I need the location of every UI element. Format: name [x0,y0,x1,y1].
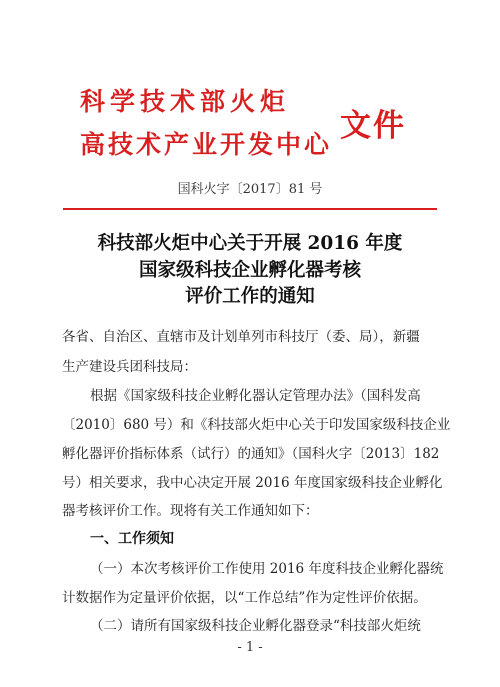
section-line: （一）本次考核评价工作使用 2016 年度科技企业孵化器统 [90,561,444,577]
issuer-name-line-2: 高技术产业开发中心 [80,130,333,159]
header-divider [63,208,437,210]
document-type-label: 文件 [340,108,406,144]
page-number: - 1 - [237,640,263,655]
addressee-line-1: 各省、自治区、直辖市及计划单列市科技厅（委、局），新疆 [62,329,420,345]
body-line: 器考核评价工作。现将有关工作通知如下： [62,503,319,519]
section-line: 计数据作为定量评价依据，以“工作总结”作为定性评价依据。 [62,590,427,606]
section-line: （二）请所有国家级科技企业孵化器登录“科技部火炬统 [90,618,421,634]
body-line: 号）相关要求，我中心决定开展 2016 年度国家级科技企业孵化 [62,475,443,491]
body-line: 〔2010〕680 号）和《科技部火炬中心关于印发国家级科技企业 [62,417,451,433]
addressee-line-2: 生产建设兵团科技局： [62,359,197,375]
notice-title-line-3: 评价工作的通知 [185,286,315,307]
issuer-name-line-1: 科学技术部火炬 [80,87,291,116]
body-line: 根据《国家级科技企业孵化器认定管理办法》（国科发高 [90,388,421,404]
notice-title-line-2: 国家级科技企业孵化器考核 [138,260,361,281]
section-heading: 一、工作须知 [90,531,174,547]
notice-title-line-1: 科技部火炬中心关于开展 2016 年度 [97,233,403,254]
document-number: 国科火字〔2017〕81 号 [177,182,323,197]
body-line: 孵化器评价指标体系（试行）的通知》（国科火字〔2013〕182 [62,446,440,462]
